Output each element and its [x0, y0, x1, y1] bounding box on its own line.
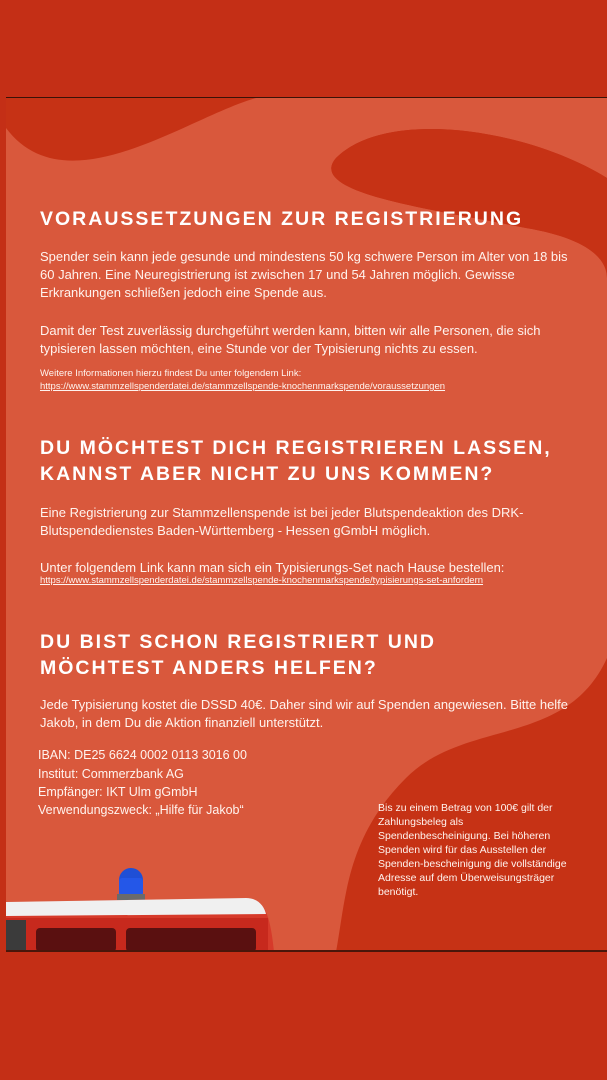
heading-requirements: VORAUSSETZUNGEN ZUR REGISTRIERUNG [40, 208, 524, 230]
bank-purpose: Verwendungszweck: „Hilfe für Jakob“ [38, 803, 244, 817]
donation-receipt-note: Bis zu einem Betrag von 100€ gilt der Zahlungsbeleg als Spendenbescheinigung. Bei höheren Spenden wird für das Ausstellen der Spenden-bescheinigung die vollständige Adresse auf dem Überweisungsträger benötigt. [378, 802, 567, 898]
help-differently-paragraph: Jede Typisierung kostet die DSSD 40€. Daher sind wir auf Spenden angewiesen. Bitte helfe Jakob, in dem Du die Aktion finanziell unterstützt. [40, 697, 569, 730]
register-remote-paragraph-1: Eine Registrierung zur Stammzellenspende ist bei jeder Blutspendeaktion des DRK-Blutspendedienstes Baden-Württemberg - Hessen gGmbH möglich. [40, 505, 524, 538]
register-remote-paragraph-2: Unter folgendem Link kann man sich ein Typisierungs-Set nach Hause bestellen: [40, 560, 505, 575]
heading-help-differently-1: DU BIST SCHON REGISTRIERT UND [40, 631, 437, 653]
heading-help-differently-2: MÖCHTEST ANDERS HELFEN? [40, 657, 378, 679]
requirements-link[interactable]: https://www.stammzellspenderdatei.de/stammzellspende-knochenmarkspende/voraussetzungen [40, 381, 446, 392]
bank-institute: Institut: Commerzbank AG [38, 767, 184, 781]
bank-iban: IBAN: DE25 6624 0002 0113 3016 00 [38, 748, 247, 762]
heading-register-remote-2: KANNST ABER NICHT ZU UNS KOMMEN? [40, 463, 495, 485]
info-label: Weitere Informationen hierzu findest Du unter folgendem Link: [40, 368, 302, 379]
poster [6, 97, 607, 952]
requirements-paragraph-1: Spender sein kann jede gesunde und mindestens 50 kg schwere Person im Alter von 18 bis 60 Jahren. Eine Neuregistrierung ist zwischen 17 und 54 Jahren möglich. Gewisse Erkrankungen schließen jedoch eine Spende aus. [40, 249, 568, 300]
poster-bottom-border [6, 950, 607, 952]
bank-recipient: Empfänger: IKT Ulm gGmbH [38, 785, 198, 799]
requirements-paragraph-2: Damit der Test zuverlässig durchgeführt werden kann, bitten wir alle Personen, die sich typisieren lassen möchten, eine Stunde vor der Typisierung nichts zu essen. [40, 323, 541, 356]
ambulance-illustration [6, 858, 296, 952]
typing-set-link[interactable]: https://www.stammzellspenderdatei.de/stammzellspende-knochenmarkspende/typisierungs-set-anfordern [40, 575, 484, 586]
heading-register-remote-1: DU MÖCHTEST DICH REGISTRIEREN LASSEN, [40, 437, 552, 459]
